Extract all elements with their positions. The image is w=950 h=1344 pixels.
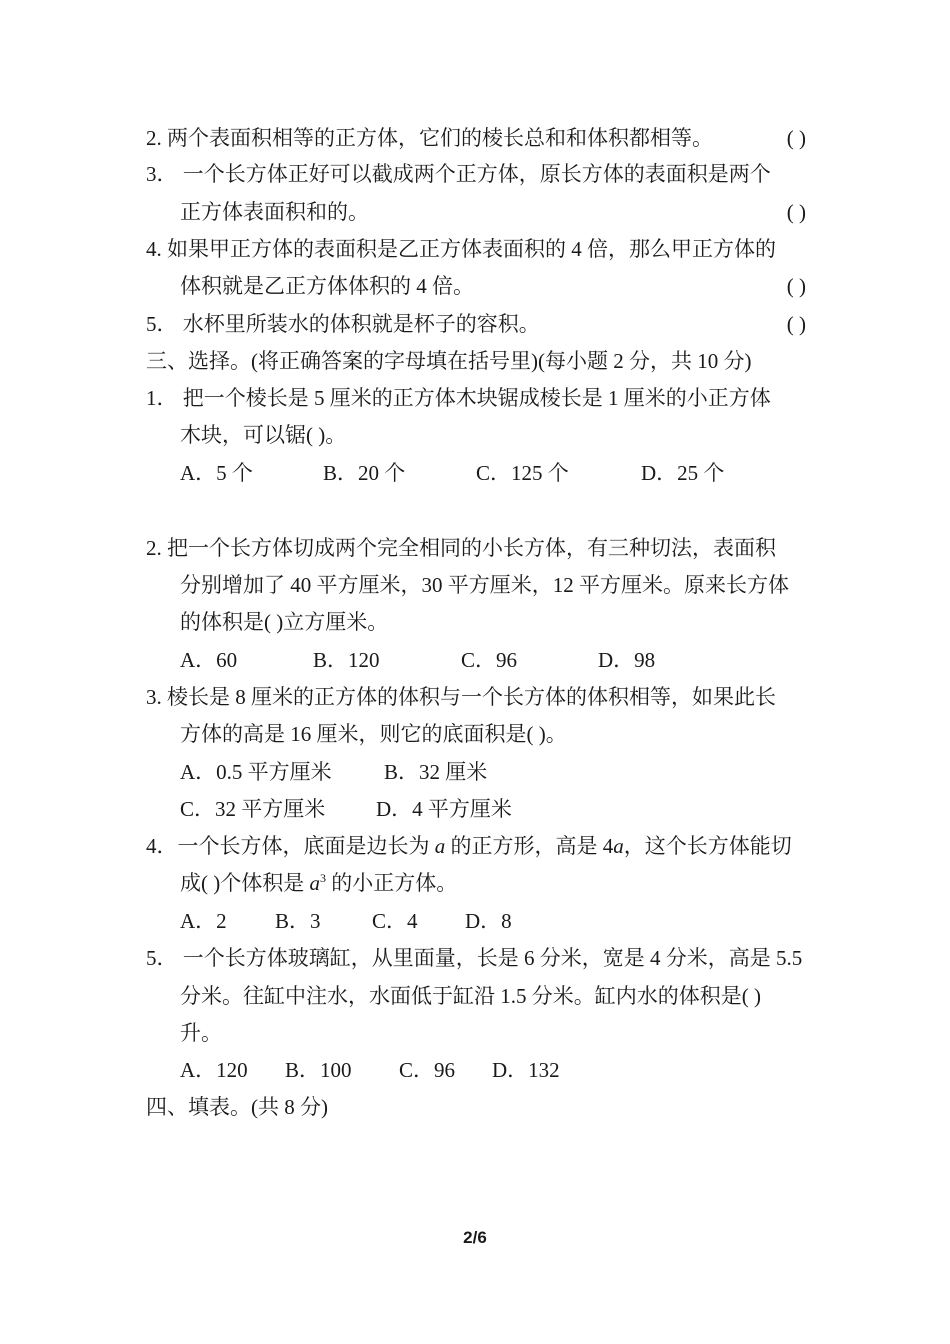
- choice-question-3-cont: [180, 720, 806, 748]
- choice-question-4-cont: [180, 869, 806, 897]
- question-text: 木块，可以锯( )。: [180, 423, 347, 447]
- choice-question-5-cont: [180, 982, 806, 1010]
- option-d[interactable]: D．98: [598, 648, 656, 672]
- option-b[interactable]: B．20 个: [323, 461, 406, 485]
- question-text: 把一个长方体切成两个完全相同的小长方体，有三种切法，表面积: [167, 536, 776, 560]
- question-text: 一个长方体玻璃缸，从里面量，长是 6 分米，宽是 4 分米，高是 5.5: [182, 946, 803, 970]
- question-number: 5．: [146, 312, 178, 336]
- judge-question-3: [146, 160, 806, 188]
- option-b[interactable]: B．32 厘米: [384, 760, 488, 784]
- question-number: 3.: [146, 685, 162, 709]
- variable-a: a: [613, 834, 624, 858]
- page-number: 2/6: [463, 1228, 487, 1247]
- answer-bracket[interactable]: ( ): [786, 312, 806, 336]
- question-text: 一个长方体，底面是边长为: [177, 834, 435, 858]
- answer-bracket[interactable]: ( ): [786, 274, 806, 298]
- answer-bracket[interactable]: ( ): [786, 126, 806, 150]
- question-text: ，这个长方体能切: [623, 834, 792, 858]
- choice-question-1-cont: [180, 421, 806, 449]
- judge-question-4-cont: [180, 272, 806, 300]
- question-number: 2.: [146, 126, 162, 150]
- question-text: 一个长方体正好可以截成两个正方体，原长方体的表面积是两个: [182, 162, 771, 186]
- option-c[interactable]: C．96: [399, 1058, 456, 1082]
- choice-3-options-row2: [180, 795, 512, 823]
- choice-question-2-cont: [180, 571, 806, 599]
- section-3-title: 三、选择。(将正确答案的字母填在括号里)(每小题 2 分，共 10 分): [146, 349, 752, 373]
- variable-a: a: [434, 834, 446, 858]
- choice-4-options: [180, 907, 512, 935]
- question-text: 水杯里所装水的体积就是杯子的容积。: [182, 312, 540, 336]
- option-a[interactable]: A．2: [180, 909, 227, 933]
- question-text: 成( )个体积是: [180, 871, 310, 895]
- question-number: 1．: [146, 386, 178, 410]
- question-text: 升。: [180, 1021, 222, 1045]
- question-text: 如果甲正方体的表面积是乙正方体表面积的 4 倍，那么甲正方体的: [167, 237, 776, 261]
- choice-question-1: [146, 384, 806, 412]
- question-text: 分别增加了 40 平方厘米，30 平方厘米，12 平方厘米。原来长方体: [180, 573, 789, 597]
- variable-a: a: [309, 871, 320, 895]
- choice-question-2-cont2: [180, 608, 806, 636]
- choice-1-options: [180, 459, 724, 487]
- option-c[interactable]: C．96: [461, 648, 518, 672]
- judge-question-4: [146, 235, 806, 263]
- choice-question-4: [146, 832, 806, 860]
- question-text: 把一个棱长是 5 厘米的正方体木块锯成棱长是 1 厘米的小正方体: [182, 386, 771, 410]
- option-b[interactable]: B．100: [285, 1058, 352, 1082]
- option-c[interactable]: C．4: [372, 909, 418, 933]
- question-text: 分米。往缸中注水，水面低于缸沿 1.5 分米。缸内水的体积是( ): [180, 984, 761, 1008]
- choice-question-5: [146, 944, 806, 972]
- option-a[interactable]: A．0.5 平方厘米: [180, 760, 332, 784]
- choice-question-3: [146, 683, 806, 711]
- question-text: 方体的高是 16 厘米，则它的底面积是( )。: [180, 722, 567, 746]
- question-text: 两个表面积相等的正方体，它们的棱长总和和体积都相等。: [167, 126, 713, 150]
- choice-question-2: [146, 534, 806, 562]
- judge-question-3-cont: [180, 198, 806, 226]
- option-b[interactable]: B．120: [313, 648, 380, 672]
- option-d[interactable]: D．8: [465, 909, 512, 933]
- judge-question-5: [146, 310, 806, 338]
- question-text: 正方体表面积和的。: [180, 200, 369, 224]
- choice-2-options: [180, 646, 655, 674]
- question-number: 3．: [146, 162, 178, 186]
- section-4-title: 四、填表。(共 8 分): [146, 1095, 328, 1119]
- option-d[interactable]: D．132: [492, 1058, 560, 1082]
- judge-question-2: [146, 124, 806, 152]
- question-number: 4．: [146, 834, 178, 858]
- question-number: 2.: [146, 536, 162, 560]
- exponent: 3: [320, 871, 326, 885]
- choice-3-options-row1: [180, 758, 487, 786]
- option-b[interactable]: B．3: [275, 909, 321, 933]
- option-d[interactable]: D．4 平方厘米: [376, 797, 512, 821]
- choice-question-5-cont2: [180, 1019, 806, 1047]
- option-a[interactable]: A．5 个: [180, 461, 253, 485]
- question-text: 的正方形，高是 4: [445, 834, 614, 858]
- question-number: 5．: [146, 946, 178, 970]
- question-number: 4.: [146, 237, 162, 261]
- option-c[interactable]: C．32 平方厘米: [180, 797, 326, 821]
- option-d[interactable]: D．25 个: [641, 461, 725, 485]
- answer-bracket[interactable]: ( ): [786, 200, 806, 224]
- option-a[interactable]: A．60: [180, 648, 238, 672]
- option-c[interactable]: C．125 个: [476, 461, 569, 485]
- option-a[interactable]: A．120: [180, 1058, 248, 1082]
- question-text: 棱长是 8 厘米的正方体的体积与一个长方体的体积相等，如果此长: [167, 685, 776, 709]
- question-text: 的体积是( )立方厘米。: [180, 610, 389, 634]
- question-text: 的小正方体。: [326, 871, 458, 895]
- question-text: 体积就是乙正方体体积的 4 倍。: [180, 274, 474, 298]
- choice-5-options: [180, 1056, 560, 1084]
